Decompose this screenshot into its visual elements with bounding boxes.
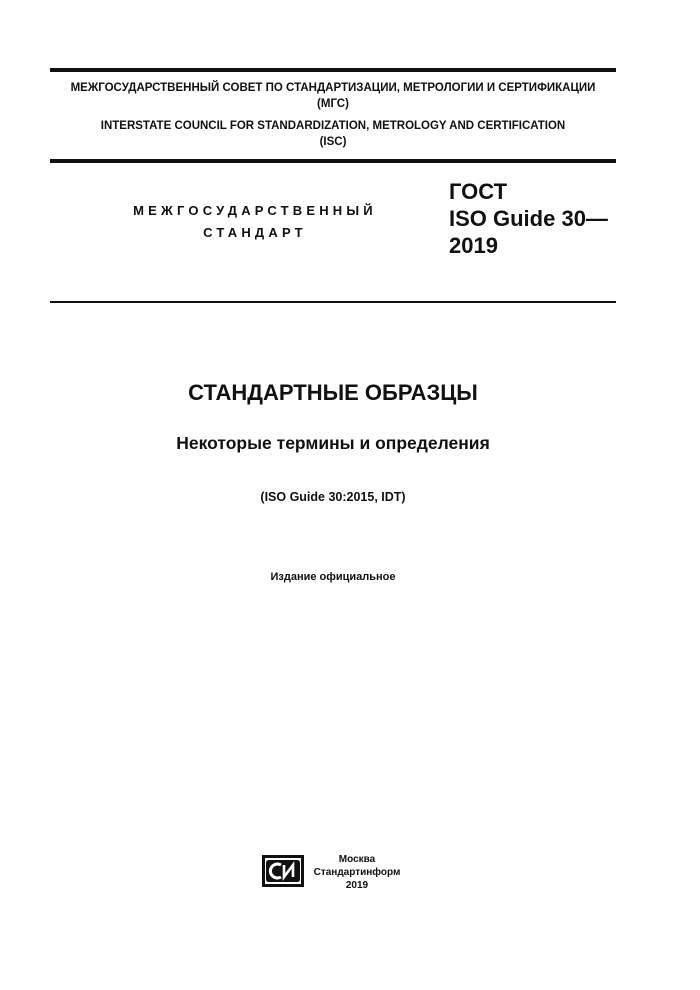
publisher-name: Стандартинформ <box>313 867 401 878</box>
standard-code-line1: ГОСТ <box>449 179 508 204</box>
standard-code-line2: ISO Guide 30— <box>449 206 608 231</box>
document-subtitle: Некоторые термины и определения <box>176 433 490 453</box>
council-ru-name: МЕЖГОСУДАРСТВЕННЫЙ СОВЕТ ПО СТАНДАРТИЗАЦИИ, МЕТРОЛОГИИ И СЕРТИФИКАЦИИ <box>70 82 596 94</box>
top-rule <box>50 68 616 72</box>
document-title: СТАНДАРТНЫЕ ОБРАЗЦЫ <box>188 380 478 405</box>
publisher-block <box>312 853 402 892</box>
standard-code-line3: 2019 <box>449 233 498 258</box>
designation-divider-rule <box>50 301 616 303</box>
standard-kind-line1: МЕЖГОСУДАРСТВЕННЫЙ <box>133 203 377 218</box>
edition-note: Издание официальное <box>270 571 396 583</box>
standard-kind-line2: СТАНДАРТ <box>203 225 307 240</box>
international-reference: (ISO Guide 30:2015, IDT) <box>260 490 406 504</box>
council-en-name: INTERSTATE COUNCIL FOR STANDARDIZATION, METROLOGY AND CERTIFICATION <box>100 120 566 132</box>
council-ru-abbr: (МГС) <box>317 98 349 110</box>
publisher-year: 2019 <box>345 880 369 891</box>
council-en-abbr: (ISC) <box>319 136 347 148</box>
header-divider-rule <box>50 159 616 163</box>
publisher-city: Москва <box>338 854 376 865</box>
standartinform-logo-icon <box>262 855 304 887</box>
standard-code <box>449 178 608 259</box>
